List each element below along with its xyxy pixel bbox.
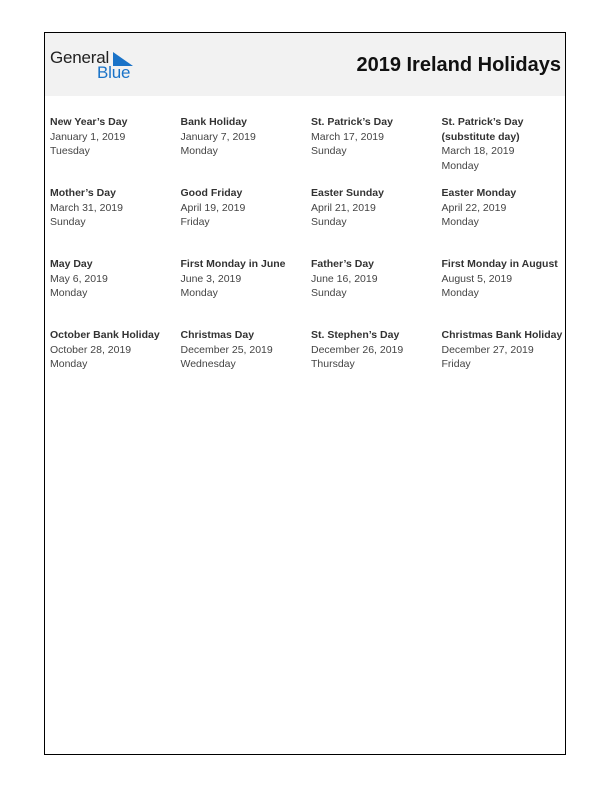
holiday-entry bbox=[181, 328, 312, 399]
holiday-date: August 5, 2019 bbox=[441, 272, 513, 285]
holiday-name: St. Patrick’s Day bbox=[311, 116, 393, 128]
holiday-date: December 27, 2019 bbox=[441, 343, 534, 356]
holiday-name: St. Patrick’s Day bbox=[441, 116, 524, 128]
holiday-weekday: Monday bbox=[441, 216, 479, 228]
holiday-weekday: Monday bbox=[50, 358, 88, 370]
holiday-entry bbox=[50, 115, 181, 186]
generalblue-logo bbox=[50, 48, 140, 84]
holiday-date: December 25, 2019 bbox=[180, 343, 273, 356]
holiday-entry bbox=[181, 186, 312, 257]
holiday-name: Easter Monday bbox=[441, 187, 517, 199]
holiday-date: December 26, 2019 bbox=[311, 343, 404, 356]
holiday-entry bbox=[181, 115, 312, 186]
holiday-weekday: Monday bbox=[441, 159, 479, 172]
logo-word-general: General bbox=[50, 48, 110, 67]
holiday-name: Good Friday bbox=[180, 187, 243, 199]
holiday-date: January 7, 2019 bbox=[180, 130, 256, 143]
holiday-row bbox=[50, 186, 565, 257]
holiday-date: June 16, 2019 bbox=[311, 272, 378, 285]
holiday-name: First Monday in August bbox=[441, 258, 558, 270]
holiday-name: First Monday in June bbox=[180, 258, 286, 270]
holiday-date: April 19, 2019 bbox=[180, 201, 246, 214]
holiday-date: October 28, 2019 bbox=[50, 343, 132, 356]
holiday-entry bbox=[442, 115, 573, 186]
holiday-date: January 1, 2019 bbox=[50, 130, 126, 143]
holiday-entry bbox=[311, 186, 442, 257]
holiday-date: April 22, 2019 bbox=[441, 201, 507, 214]
holiday-name: Easter Sunday bbox=[311, 187, 384, 199]
holiday-weekday: Monday bbox=[180, 145, 218, 157]
holiday-weekday: Monday bbox=[50, 287, 88, 299]
holiday-row bbox=[50, 328, 565, 399]
holiday-weekday: Thursday bbox=[311, 358, 355, 370]
holiday-date: May 6, 2019 bbox=[50, 272, 108, 285]
holiday-entry bbox=[50, 186, 181, 257]
holiday-name: May Day bbox=[50, 258, 93, 270]
holiday-weekday: Monday bbox=[180, 287, 218, 299]
holiday-entry bbox=[181, 257, 312, 328]
holiday-row bbox=[50, 257, 565, 328]
holiday-name: Christmas Day bbox=[180, 329, 255, 341]
header-band bbox=[45, 33, 565, 96]
holiday-date: April 21, 2019 bbox=[311, 201, 376, 214]
holiday-grid bbox=[50, 115, 565, 399]
holiday-weekday: Friday bbox=[180, 216, 210, 228]
page-frame bbox=[44, 32, 566, 755]
holiday-weekday: Sunday bbox=[311, 287, 347, 299]
holiday-date: March 18, 2019 bbox=[441, 145, 515, 157]
holiday-name: Mother’s Day bbox=[50, 187, 116, 199]
holiday-name: Father’s Day bbox=[311, 258, 375, 270]
holiday-date: March 31, 2019 bbox=[50, 201, 123, 214]
holiday-row bbox=[50, 115, 565, 186]
holiday-weekday: Friday bbox=[441, 358, 471, 370]
holiday-weekday: Tuesday bbox=[50, 145, 90, 157]
holiday-entry bbox=[442, 186, 573, 257]
holiday-weekday: Monday bbox=[441, 287, 479, 299]
holiday-date: June 3, 2019 bbox=[180, 272, 242, 285]
holiday-weekday: Sunday bbox=[311, 145, 347, 157]
holiday-entry bbox=[311, 115, 442, 186]
holiday-entry bbox=[442, 257, 573, 328]
document-title: 2019 Ireland Holidays bbox=[356, 54, 561, 76]
holiday-weekday: Sunday bbox=[311, 216, 347, 228]
logo-word-blue: Blue bbox=[97, 63, 131, 82]
holiday-entry bbox=[50, 257, 181, 328]
holiday-entry bbox=[442, 328, 573, 399]
holiday-name: St. Stephen’s Day bbox=[311, 329, 400, 341]
holiday-date: March 17, 2019 bbox=[311, 130, 384, 143]
holiday-entry bbox=[50, 328, 181, 399]
holiday-weekday: Sunday bbox=[50, 216, 86, 228]
holiday-name: October Bank Holiday bbox=[50, 329, 160, 341]
holiday-name-continued: (substitute day) bbox=[441, 130, 520, 143]
holiday-name: New Year’s Day bbox=[50, 116, 128, 128]
holiday-name: Bank Holiday bbox=[180, 116, 248, 128]
holiday-entry bbox=[311, 257, 442, 328]
holiday-entry bbox=[311, 328, 442, 399]
holiday-name: Christmas Bank Holiday bbox=[441, 329, 563, 341]
holiday-weekday: Wednesday bbox=[180, 358, 236, 370]
